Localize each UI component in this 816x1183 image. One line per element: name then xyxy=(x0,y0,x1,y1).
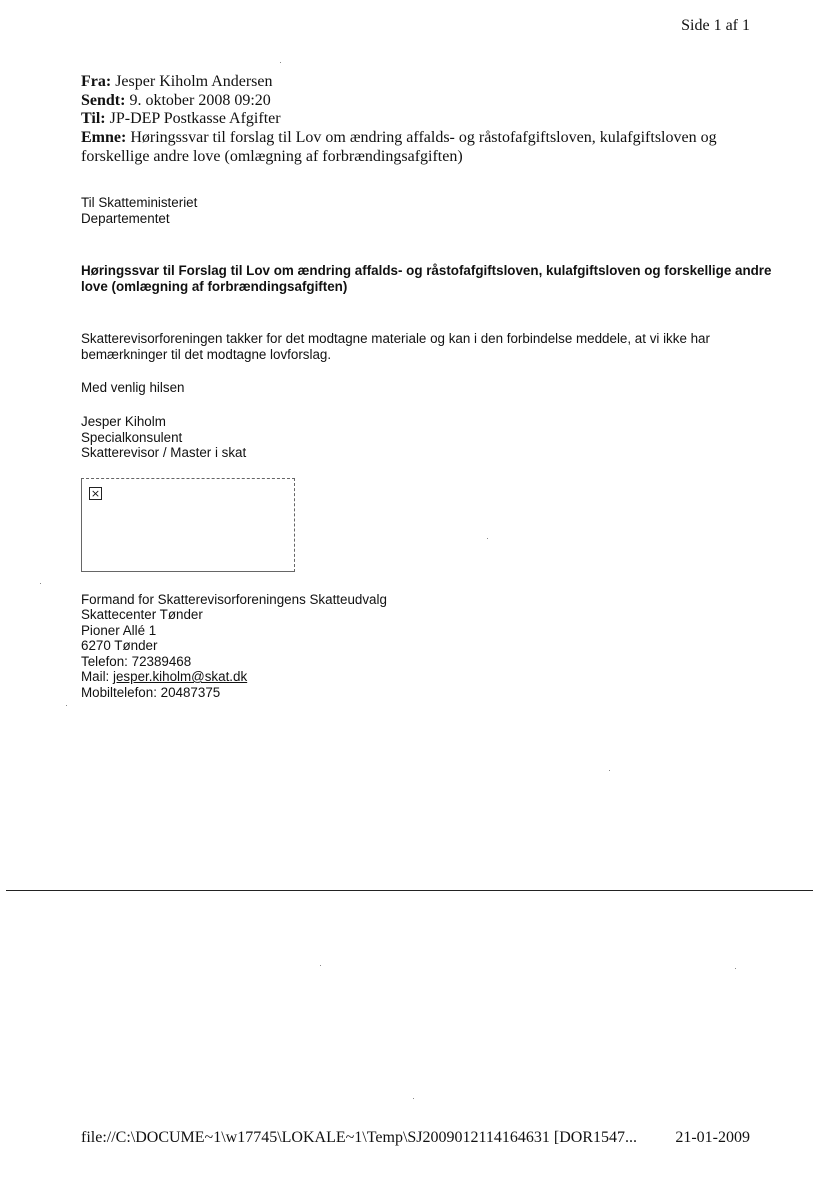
sent-label: Sendt: xyxy=(81,92,126,109)
mail-link[interactable]: jesper.kiholm@skat.dk xyxy=(113,669,248,684)
subject-value: Høringssvar til forslag til Lov om ændring affalds- og råstofafgiftsloven, kulafgiftsloven og forskellige andre love (omlægning af forbrændingsafgiften) xyxy=(81,129,717,165)
scan-speck xyxy=(487,538,488,539)
to-value: JP-DEP Postkasse Afgifter xyxy=(109,110,281,127)
signature-role: Specialkonsulent xyxy=(81,430,183,445)
footer-file-path: file://C:\DOCUME~1\w17745\LOKALE~1\Temp\SJ2009012114164631 [DOR1547... xyxy=(81,1129,638,1146)
sent-value: 9. oktober 2008 09:20 xyxy=(129,92,271,109)
scan-speck xyxy=(320,965,321,966)
mail-label: Mail: xyxy=(81,669,113,684)
from-line xyxy=(81,73,273,91)
scan-speck xyxy=(66,705,67,706)
scan-speck xyxy=(735,968,736,969)
contact-mobile: Mobiltelefon: 20487375 xyxy=(81,685,221,700)
body-paragraph: Skatterevisorforeningen takker for det modtagne materiale og kan i den forbindelse meddele, at vi ikke har bemærkninger til det modtagne lovforslag. xyxy=(81,331,710,362)
signature-title: Skatterevisor / Master i skat xyxy=(81,445,247,460)
contact-phone: Telefon: 72389468 xyxy=(81,654,192,669)
scan-speck xyxy=(280,62,281,63)
letter-title: Høringssvar til Forslag til Lov om ændring affalds- og råstofafgiftsloven, kulafgiftsloven og forskellige andre love (omlægning af forbrændingsafgiften) xyxy=(81,263,772,294)
signature-name: Jesper Kiholm xyxy=(81,414,166,429)
scan-speck xyxy=(40,583,41,584)
recipient-line-1: Til Skatteministeriet xyxy=(81,195,198,210)
page-number: Side 1 af 1 xyxy=(681,17,750,34)
page-divider xyxy=(6,890,813,891)
sent-line xyxy=(81,92,271,110)
scan-speck xyxy=(413,1098,414,1099)
contact-line-2: Skattecenter Tønder xyxy=(81,607,203,622)
from-label: Fra: xyxy=(81,73,112,90)
contact-mail xyxy=(81,669,247,685)
contact-line-1: Formand for Skatterevisorforeningens Skatteudvalg xyxy=(81,592,387,607)
scan-speck xyxy=(609,770,610,771)
to-line xyxy=(81,110,281,128)
subject-line xyxy=(81,128,761,166)
contact-line-4: 6270 Tønder xyxy=(81,638,158,653)
image-placeholder xyxy=(81,478,295,572)
closing: Med venlig hilsen xyxy=(81,380,185,395)
recipient-line-2: Departementet xyxy=(81,211,170,226)
footer-date: 21-01-2009 xyxy=(675,1129,750,1146)
to-label: Til: xyxy=(81,110,106,127)
subject-label: Emne: xyxy=(81,129,127,146)
contact-line-3: Pioner Allé 1 xyxy=(81,623,157,638)
from-value: Jesper Kiholm Andersen xyxy=(115,73,273,90)
broken-image-icon: × xyxy=(90,487,101,500)
